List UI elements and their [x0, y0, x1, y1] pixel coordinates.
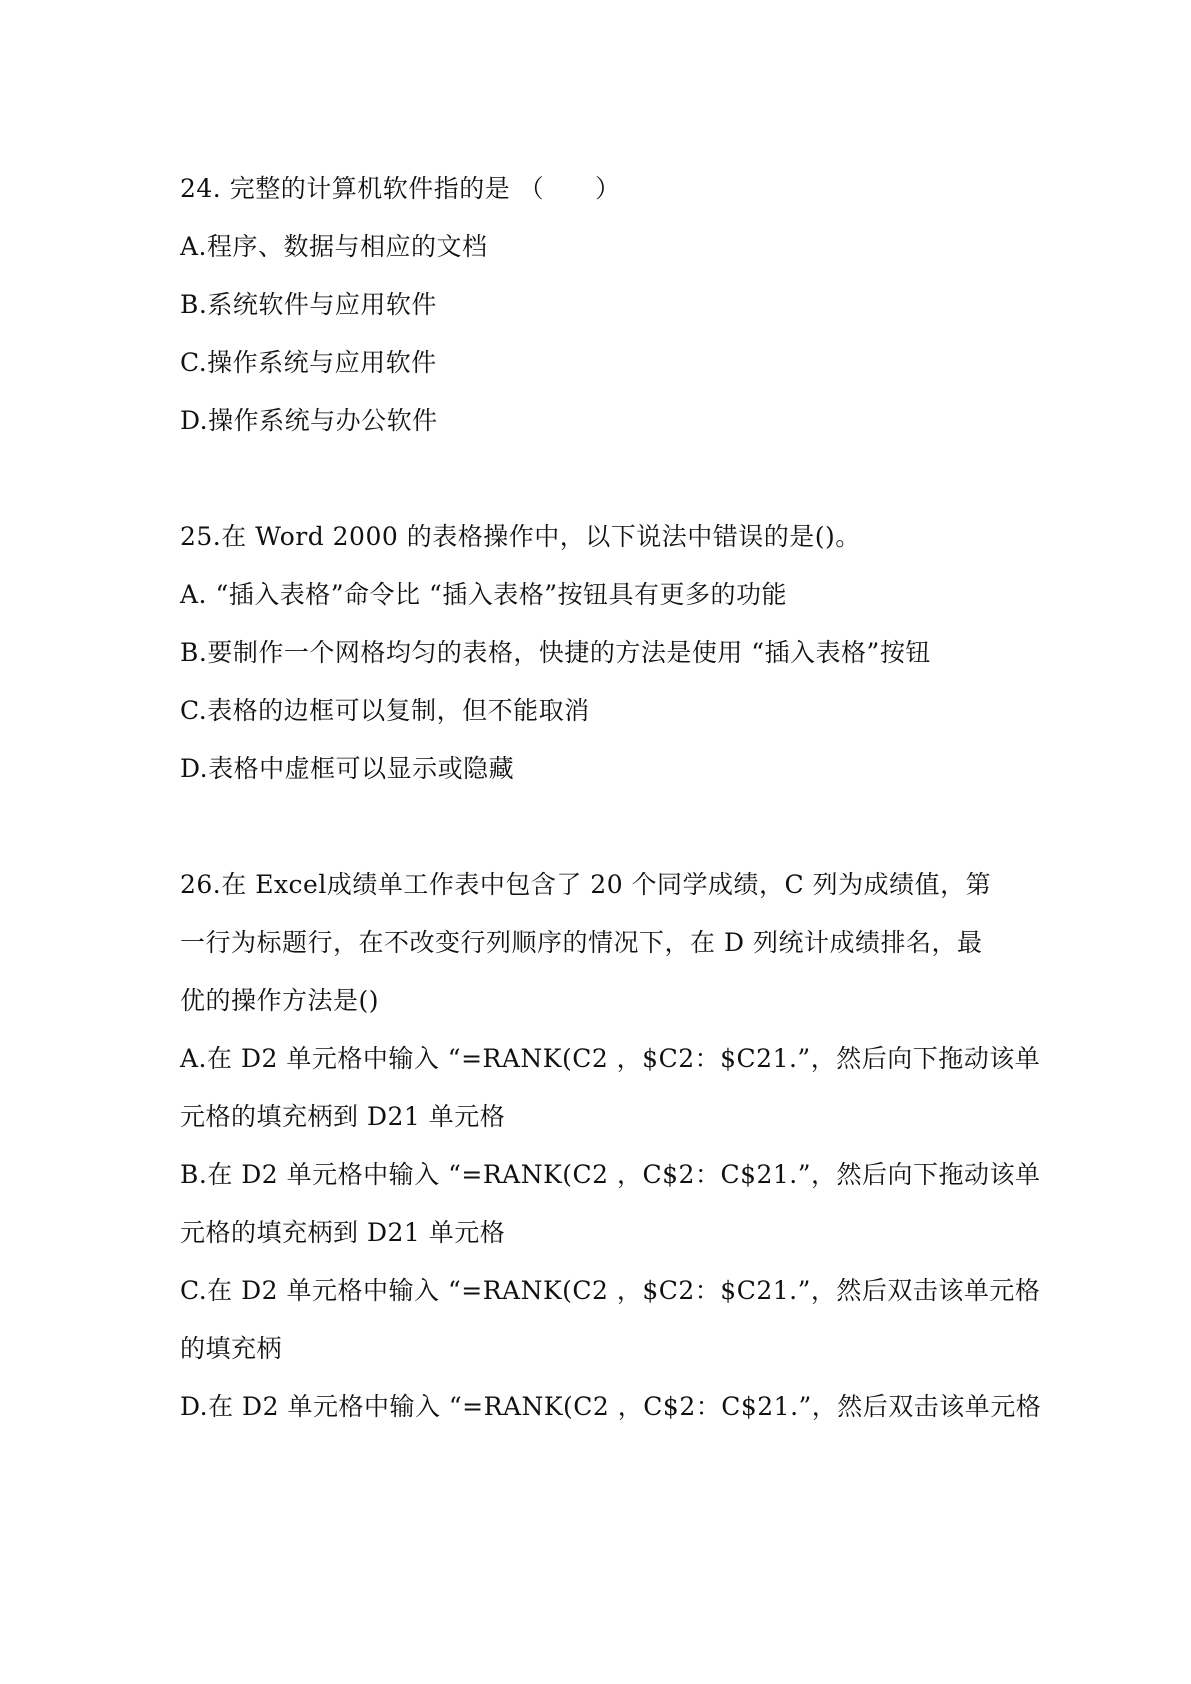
question-26-option-a-line-2: 元格的填充柄到 D21 单元格 — [180, 1102, 506, 1131]
question-26-option-c-line-2: 的填充柄 — [180, 1334, 283, 1363]
question-26-stem-line-1: 26.在 Excel成绩单工作表中包含了 20 个同学成绩，C 列为成绩值，第 — [180, 870, 992, 899]
question-25-option-d: D.表格中虚框可以显示或隐藏 — [180, 754, 515, 783]
question-25-option-b: B.要制作一个网格均匀的表格，快捷的方法是使用 “插入表格”按钮 — [180, 638, 931, 667]
question-24-option-b: B.系统软件与应用软件 — [180, 290, 437, 319]
question-26-stem-line-3: 优的操作方法是() — [180, 986, 380, 1015]
question-24-option-d: D.操作系统与办公软件 — [180, 406, 438, 435]
question-25-option-c: C.表格的边框可以复制，但不能取消 — [180, 696, 590, 725]
question-25-option-a: A. “插入表格”命令比 “插入表格”按钮具有更多的功能 — [180, 580, 788, 609]
question-25-stem: 25.在 Word 2000 的表格操作中，以下说法中错误的是()。 — [180, 522, 861, 551]
question-24-stem: 24. 完整的计算机软件指的是 （ ） — [180, 174, 621, 203]
question-26-option-d-line-1: D.在 D2 单元格中输入 “=RANK(C2 ，C$2：C$21.”，然后双击该单元格 — [180, 1392, 1042, 1421]
question-26-option-b-line-2: 元格的填充柄到 D21 单元格 — [180, 1218, 506, 1247]
question-26-option-c-line-1: C.在 D2 单元格中输入 “=RANK(C2 ，$C2：$C21.”，然后双击该单元格 — [180, 1276, 1041, 1305]
question-24-option-c: C.操作系统与应用软件 — [180, 348, 437, 377]
question-26-stem-line-2: 一行为标题行，在不改变行列顺序的情况下，在 D 列统计成绩排名，最 — [180, 928, 983, 957]
question-26-option-a-line-1: A.在 D2 单元格中输入 “=RANK(C2 ，$C2：$C21.”，然后向下拖动该单 — [180, 1044, 1041, 1073]
question-24-option-a: A.程序、数据与相应的文档 — [180, 232, 488, 261]
question-26-option-b-line-1: B.在 D2 单元格中输入 “=RANK(C2 ，C$2：C$21.”，然后向下拖动该单 — [180, 1160, 1041, 1189]
